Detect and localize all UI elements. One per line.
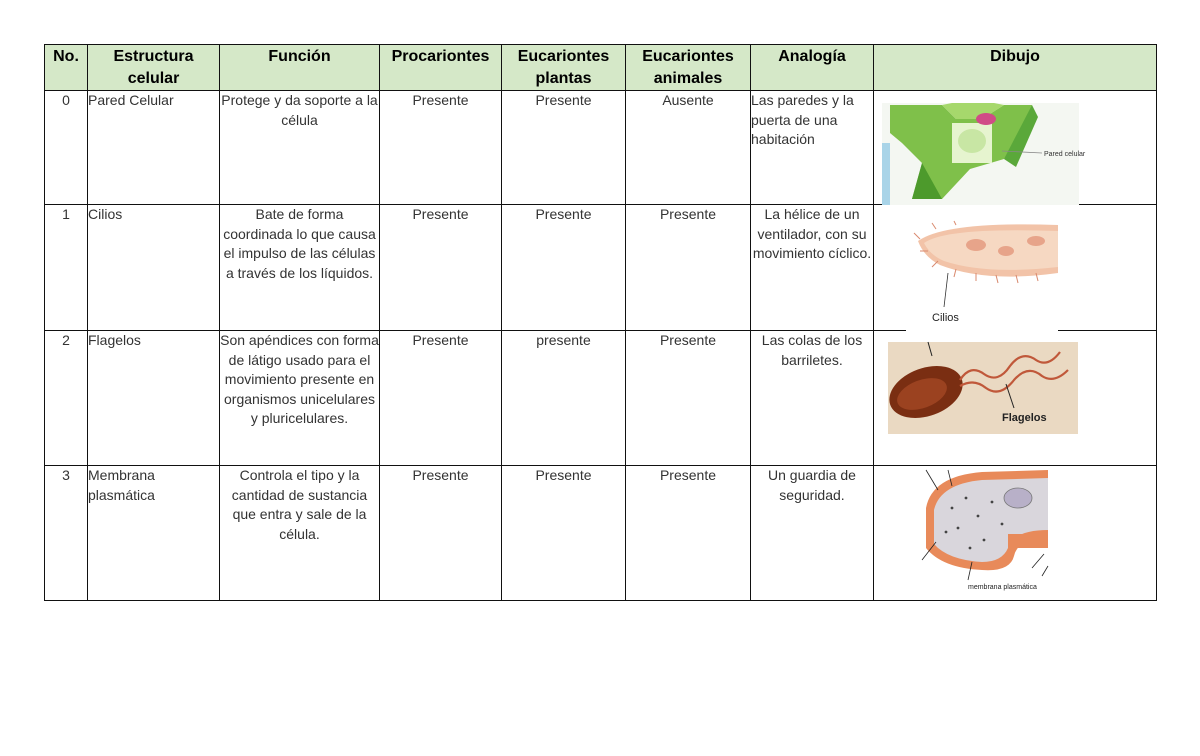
plasma-membrane-icon [922, 468, 1048, 600]
header-procariontes: Procariontes [380, 45, 502, 91]
cell-eucariontes-animales: Presente [626, 466, 751, 601]
cell-eucariontes-plantas: Presente [502, 466, 626, 601]
cell-estructura: Pared Celular [88, 91, 220, 205]
cell-procariontes: Presente [380, 91, 502, 205]
cell-dibujo [874, 91, 1157, 205]
cell-eucariontes-plantas: Presente [502, 91, 626, 205]
cell-estructura: Cilios [88, 205, 220, 331]
table-row [45, 205, 1157, 331]
cell-estructura: Membrana plasmática [88, 466, 220, 601]
header-dibujo: Dibujo [874, 45, 1157, 91]
cell-eucariontes-animales: Presente [626, 331, 751, 466]
header-analogia: Analogía [751, 45, 874, 91]
header-eucariontes-animales: Eucariontes animales [626, 45, 751, 91]
cell-no: 0 [45, 91, 88, 205]
cell-funcion: Protege y da soporte a la célula [220, 91, 380, 205]
dibujo-label: Flagelos [1002, 412, 1047, 424]
dibujo-label: Pared celular [1044, 151, 1086, 158]
header-eucariontes-plantas: Eucariontes plantas [502, 45, 626, 91]
cell-estructura: Flagelos [88, 331, 220, 466]
cell-dibujo [874, 466, 1157, 601]
cell-eucariontes-animales: Ausente [626, 91, 751, 205]
cell-procariontes: Presente [380, 466, 502, 601]
cell-no: 1 [45, 205, 88, 331]
table-row [45, 91, 1157, 205]
dibujo-label: membrana plasmática [968, 584, 1037, 591]
table-row [45, 331, 1157, 466]
cilia-cell-icon [906, 221, 1058, 331]
cell-funcion: Controla el tipo y la cantidad de sustancia que entra y sale de la célula. [220, 466, 380, 601]
dibujo-label: Cilios [932, 312, 959, 324]
table-header-row [45, 45, 1157, 91]
cell-procariontes: Presente [380, 331, 502, 466]
cell-dibujo [874, 205, 1157, 331]
cell-eucariontes-animales: Presente [626, 205, 751, 331]
cell-no: 3 [45, 466, 88, 601]
cell-procariontes: Presente [380, 205, 502, 331]
cell-funcion: Bate de forma coordinada lo que causa el impulso de las células a través de los líquidos. [220, 205, 380, 331]
cell-structures-table [44, 44, 1157, 601]
header-funcion: Función [220, 45, 380, 91]
cell-analogia: Las paredes y la puerta de una habitación [751, 91, 874, 205]
cell-dibujo [874, 331, 1157, 466]
plant-cell-wall-icon [882, 103, 1086, 205]
cell-analogia: Las colas de los barriletes. [751, 331, 874, 466]
cell-eucariontes-plantas: Presente [502, 205, 626, 331]
flagellum-bacterium-icon [888, 342, 1078, 434]
cell-funcion: Son apéndices con forma de látigo usado para el movimiento presente en organismos unicelulares y pluricelulares. [220, 331, 380, 466]
table-row [45, 466, 1157, 601]
cell-analogia: La hélice de un ventilador, con su movimiento cíclico. [751, 205, 874, 331]
cell-analogia: Un guardia de seguridad. [751, 466, 874, 601]
cell-no: 2 [45, 331, 88, 466]
header-estructura: Estructura celular [88, 45, 220, 91]
header-no: No. [45, 45, 88, 91]
cell-eucariontes-plantas: presente [502, 331, 626, 466]
